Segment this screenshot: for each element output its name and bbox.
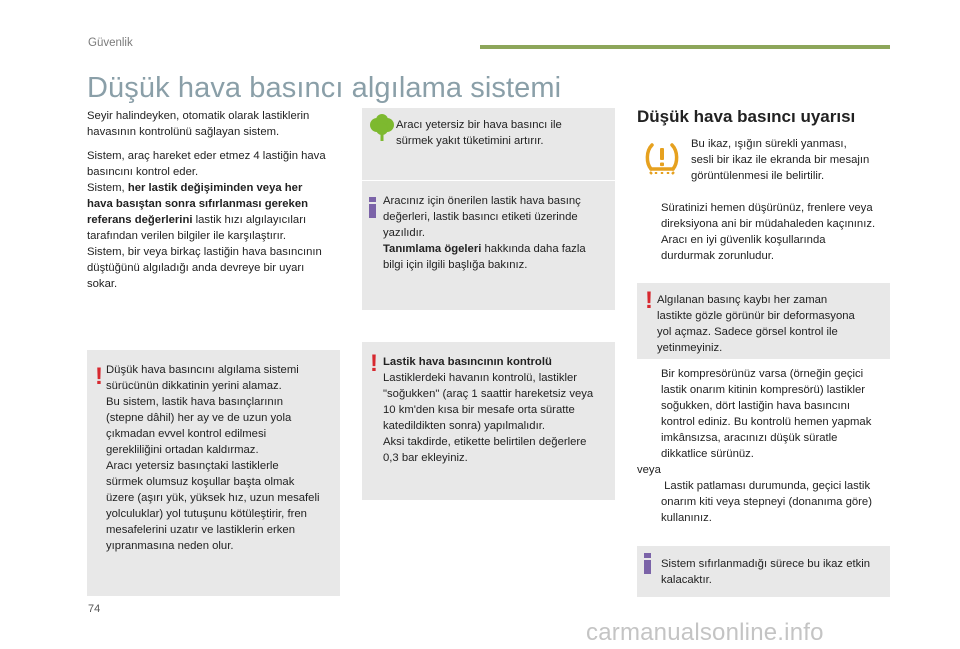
warning-line: (stepne dâhil) her ay ve de uzun yola <box>106 412 292 424</box>
check-title <box>383 354 613 370</box>
info-box-reset <box>637 546 890 597</box>
p3-text: Sistem, <box>87 182 128 194</box>
deform-text <box>657 292 887 356</box>
bullet-line: dikkatlice sürünüz. <box>661 448 754 460</box>
exclamation-icon: ! <box>645 287 653 314</box>
section-label: Güvenlik <box>88 37 133 49</box>
bullet-line: kontrol ediniz. Bu kontrolü hemen yapmak <box>661 416 872 428</box>
check-line: "soğukken" (araç 1 saattir hareketsiz veya <box>383 388 594 400</box>
info-line: yazılıdır. <box>383 227 426 239</box>
deform-line: Algılanan basınç kaybı her zaman <box>657 294 828 306</box>
bullet-text <box>661 478 872 526</box>
bullet-text <box>661 200 875 232</box>
warning-line: gerekliliğini ortadan kaldırmaz. <box>106 444 259 456</box>
eco-text <box>396 117 611 149</box>
intro-text: Seyir halindeyken, otomatik olarak lastiklerin havasının kontrolünü sağlayan sistem. <box>87 110 310 138</box>
warning-line: Düşük hava basıncını algılama sistemi <box>106 364 299 376</box>
warning-line: yolculuklar) yol tutuşunu kötüleştirir, fren <box>106 508 307 520</box>
p2-line: basıncını kontrol eder. <box>87 166 199 178</box>
exclamation-icon: ! <box>370 350 378 377</box>
bullet-line: Lastik patlaması durumunda, geçici lastik <box>661 480 871 492</box>
page-title: Düşük hava basıncı algılama sistemi <box>87 72 562 104</box>
alert-line: Bu ikaz, ışığın sürekli yanması, <box>691 138 847 150</box>
warning-box-deformation <box>637 283 890 359</box>
eco-tree-icon <box>369 114 395 144</box>
info-rest: hakkında daha fazla <box>481 243 586 255</box>
info-line: değerleri, lastik basıncı etiketi üzerinde <box>383 211 578 223</box>
info-line: bilgi için ilgili başlığa bakınız. <box>383 259 528 271</box>
bullet-text <box>661 366 871 462</box>
reset-text <box>661 556 887 588</box>
warning-line: yıpranmasına neden olur. <box>106 540 234 552</box>
warning-line: sürücünün dikkatinin yerini alamaz. <box>106 380 282 392</box>
tire-pressure-warning-icon <box>644 141 680 175</box>
info-line <box>383 241 613 257</box>
eco-line: Aracı yetersiz bir hava basıncı ile <box>396 119 562 131</box>
info-line: Aracınız için önerilen lastik hava basınç <box>383 195 581 207</box>
page-number: 74 <box>88 603 101 615</box>
check-line: Lastiklerdeki havanın kontrolü, lastikler <box>383 372 578 384</box>
system-paragraph <box>87 148 349 292</box>
info-icon <box>644 553 651 574</box>
watermark: carmanualsonline.info <box>586 619 824 646</box>
exclamation-icon: ! <box>95 363 103 390</box>
bullet-text <box>661 232 826 264</box>
p3-line: düştüğünü algıladığı anda devreye bir uyarı <box>87 262 305 274</box>
p2-line: Sistem, araç hareket eder etmez 4 lastiğin hava <box>87 150 326 162</box>
bullet-line: Aracı en iyi güvenlik koşullarında <box>661 234 826 246</box>
p3-line <box>87 180 349 196</box>
check-line: 10 km'den kısa bir mesafe orta süratte <box>383 404 575 416</box>
check-line: 0,3 bar ekleyiniz. <box>383 452 468 464</box>
bullet-line: lastik onarım kitinin kompresörü) lastikler <box>661 384 866 396</box>
bullet-line: kullanınız. <box>661 512 712 524</box>
reset-line: kalacaktır. <box>661 574 712 586</box>
bullet-line: direksiyona ani bir müdahaleden kaçınınız. <box>661 218 876 230</box>
bullet-line: onarım kiti veya stepneyi (donanıma göre) <box>661 496 872 508</box>
check-line: Aksi takdirde, etikette belirtilen değerlere <box>383 436 587 448</box>
warning-line: Aracı yetersiz basınçtaki lastiklerle <box>106 460 279 472</box>
info-text <box>383 193 613 273</box>
warning-line: çıkmadan evvel kontrol edilmesi <box>106 428 267 440</box>
reset-line: Sistem sıfırlanmadığı sürece bu ikaz etkin <box>661 558 871 570</box>
p3-line: Sistem, bir veya birkaç lastiğin hava basıncının <box>87 246 322 258</box>
bullet-line: soğukken, dört lastiğin hava basıncını <box>661 400 851 412</box>
p3-text: lastik hızı algılayıcıları <box>192 214 307 226</box>
check-title-text: Lastik hava basıncının kontrolü <box>383 356 552 368</box>
alert-line: görüntülenmesi ile belirtilir. <box>691 170 825 182</box>
warning-line: üzere (aşırı yük, yüksek hız, uzun mesafeli <box>106 492 320 504</box>
p3-line: tarafından verilen bilgiler ile karşılaştırır. <box>87 230 287 242</box>
p3-line <box>87 212 349 228</box>
warning-box-check <box>362 342 615 500</box>
warning-text <box>106 362 338 554</box>
deform-line: yol açmaz. Sadece görsel kontrol ile <box>657 326 838 338</box>
warning-line: sürmek olumsuz koşullar başta olmak <box>106 476 295 488</box>
check-text <box>383 354 613 466</box>
header-accent-bar <box>480 45 890 49</box>
eco-box <box>362 108 615 180</box>
bullet-line: Süratinizi hemen düşürünüz, frenlere veya <box>661 202 873 214</box>
info-icon <box>369 197 376 218</box>
p3-bold: her lastik değişiminden veya her <box>127 182 303 194</box>
bullet-line: durdurmak zorunludur. <box>661 250 775 262</box>
p3-bold: hava basıştan sonra sıfırlanması gereken <box>87 198 309 210</box>
warning-line: Bu sistem, lastik hava basınçlarının <box>106 396 284 408</box>
p3-line: sokar. <box>87 278 118 290</box>
info-bold: Tanımlama ögeleri <box>383 243 482 255</box>
alert-line: sesli bir ikaz ile ekranda bir mesajın <box>691 154 870 166</box>
warning-box-limitations <box>87 350 340 596</box>
info-box-recommended <box>362 181 615 310</box>
check-line: katedildikten sonra) yapılmalıdır. <box>383 420 546 432</box>
bullet-line: imkânsızsa, aracınızı düşük süratle <box>661 432 838 444</box>
deform-line: lastikte gözle görünür bir deformasyona <box>657 310 855 322</box>
p3-bold: referans değerlerini <box>87 214 193 226</box>
eco-line: sürmek yakıt tüketimini artırır. <box>396 135 544 147</box>
deform-line: yetinmeyiniz. <box>657 342 723 354</box>
section-heading: Düşük hava basıncı uyarısı <box>637 107 856 126</box>
bullet-line: Bir kompresörünüz varsa (örneğin geçici <box>661 368 864 380</box>
alert-text <box>691 136 896 184</box>
p3-line <box>87 196 349 212</box>
warning-line: mesafelerini uzatır ve lastiklerin erken <box>106 524 295 536</box>
veya-text: veya <box>637 464 661 476</box>
intro-paragraph <box>87 108 345 140</box>
